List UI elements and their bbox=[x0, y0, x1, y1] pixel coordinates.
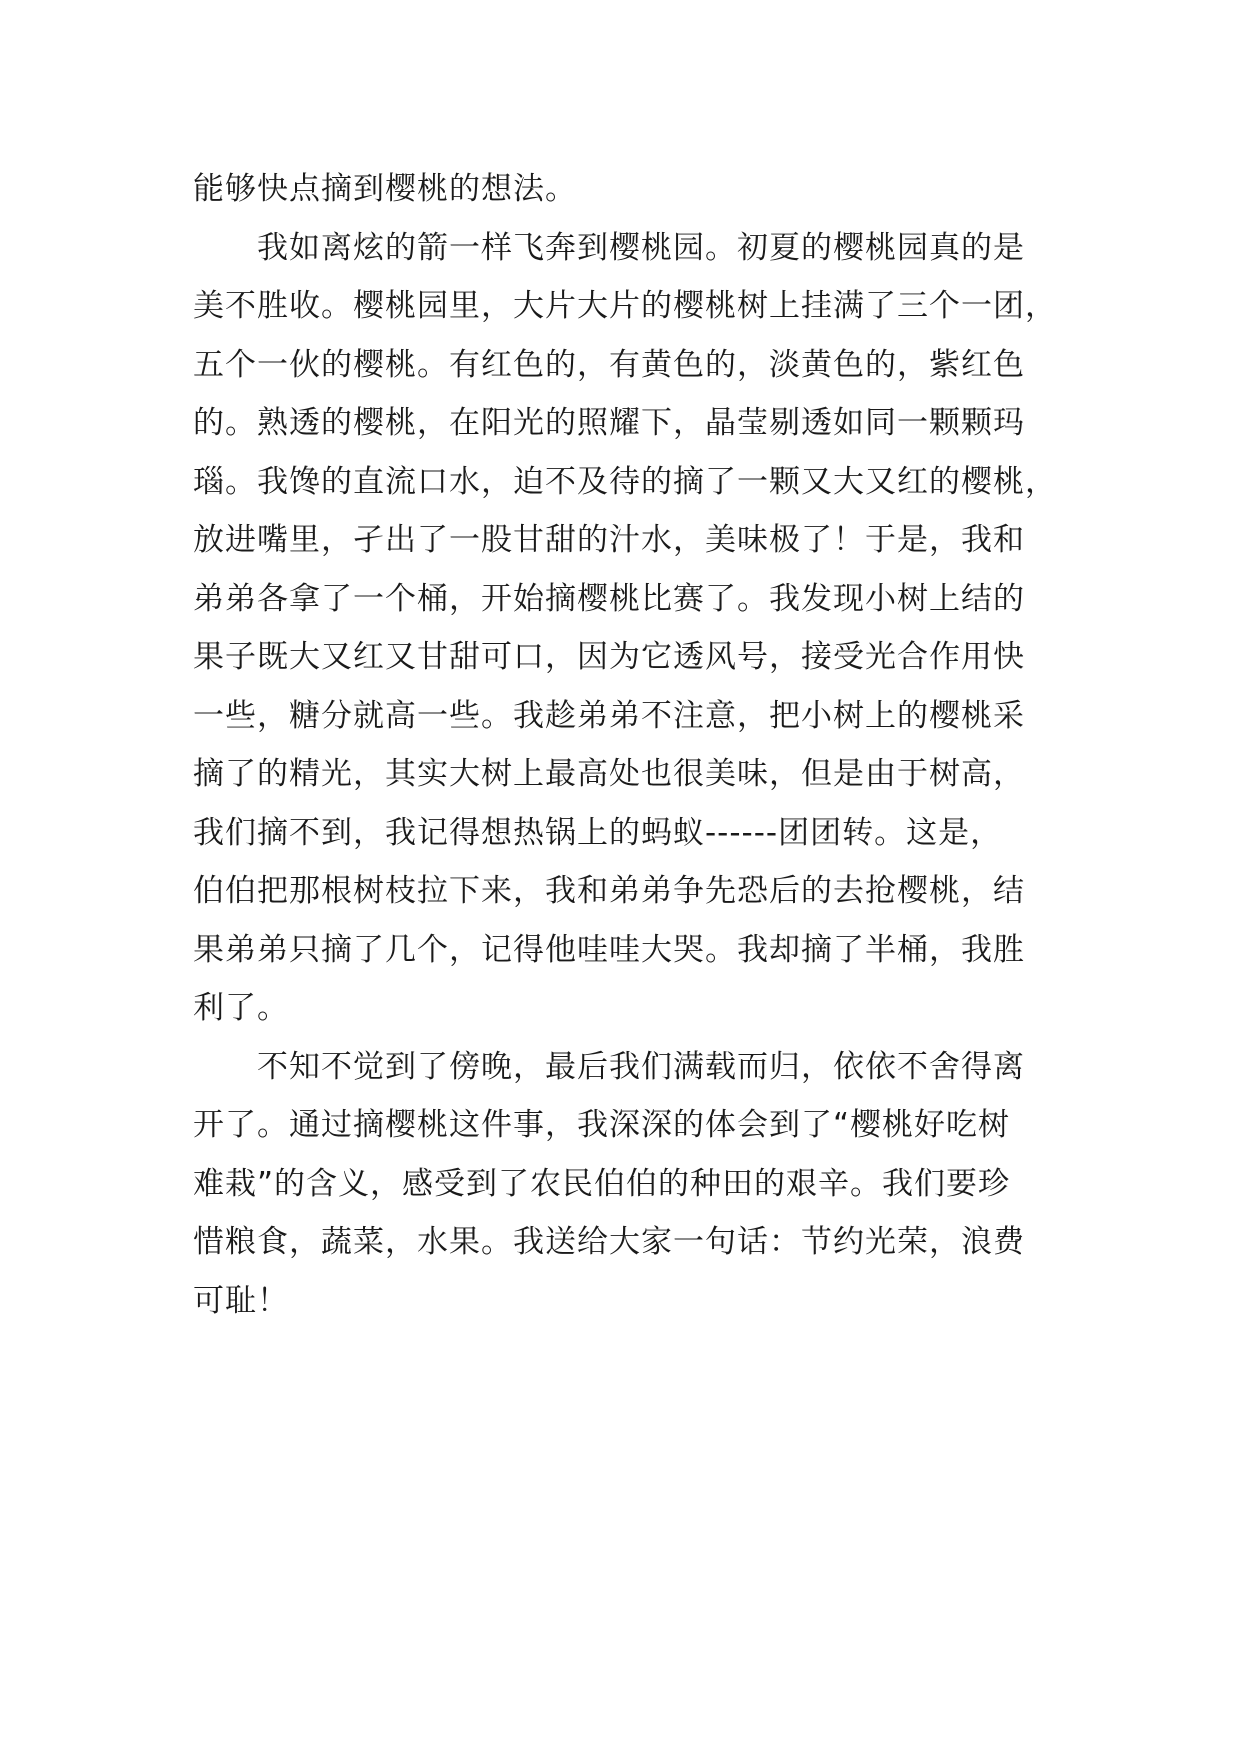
text-line: 瑙。我馋的直流口水，迫不及待的摘了一颗又大又红的樱桃， bbox=[193, 463, 1057, 500]
text-line: 伯伯把那根树枝拉下来，我和弟弟争先恐后的去抢樱桃，结 bbox=[193, 873, 1025, 909]
text-line: 可耻！ bbox=[193, 1282, 289, 1319]
text-line: 美不胜收。樱桃园里，大片大片的樱桃树上挂满了三个一团， bbox=[193, 288, 1057, 324]
text-line: 放进嘴里，孑出了一股甘甜的汁水，美味极了！于是，我和 bbox=[193, 522, 1025, 558]
paragraph-first-line: 我如离炫的箭一样飞奔到樱桃园。初夏的樱桃园真的是 bbox=[257, 229, 1025, 266]
text-line: 开了。通过摘樱桃这件事，我深深的体会到了“樱桃好吃树 bbox=[193, 1107, 1011, 1143]
text-line: 惜粮食，蔬菜，水果。我送给大家一句话：节约光荣，浪费 bbox=[193, 1224, 1025, 1260]
paragraph-first-line: 不知不觉到了傍晚，最后我们满载而归，依依不舍得离 bbox=[257, 1048, 1025, 1085]
text-line: 难栽”的含义，感受到了农民伯伯的种田的艰辛。我们要珍 bbox=[193, 1165, 1011, 1202]
text-line: 利了。 bbox=[193, 990, 289, 1026]
text-line: 五个一伙的樱桃。有红色的，有黄色的，淡黄色的，紫红色 bbox=[193, 346, 1025, 383]
text-line: 果弟弟只摘了几个，记得他哇哇大哭。我却摘了半桶，我胜 bbox=[193, 931, 1025, 968]
text-line: 摘了的精光，其实大树上最高处也很美味，但是由于树高， bbox=[193, 756, 1025, 792]
text-line: 一些，糖分就高一些。我趁弟弟不注意，把小树上的樱桃采 bbox=[193, 697, 1025, 734]
document-body bbox=[193, 160, 1057, 1330]
text-line: 能够快点摘到樱桃的想法。 bbox=[193, 171, 577, 207]
text-line: 果子既大又红又甘甜可口，因为它透风号，接受光合作用快 bbox=[193, 639, 1025, 675]
text-line: 弟弟各拿了一个桶，开始摘樱桃比赛了。我发现小树上结的 bbox=[193, 580, 1025, 617]
text-line: 的。熟透的樱桃，在阳光的照耀下，晶莹剔透如同一颗颗玛 bbox=[193, 405, 1025, 441]
text-line: 我们摘不到，我记得想热锅上的蚂蚁------团团转。这是， bbox=[193, 814, 1003, 851]
